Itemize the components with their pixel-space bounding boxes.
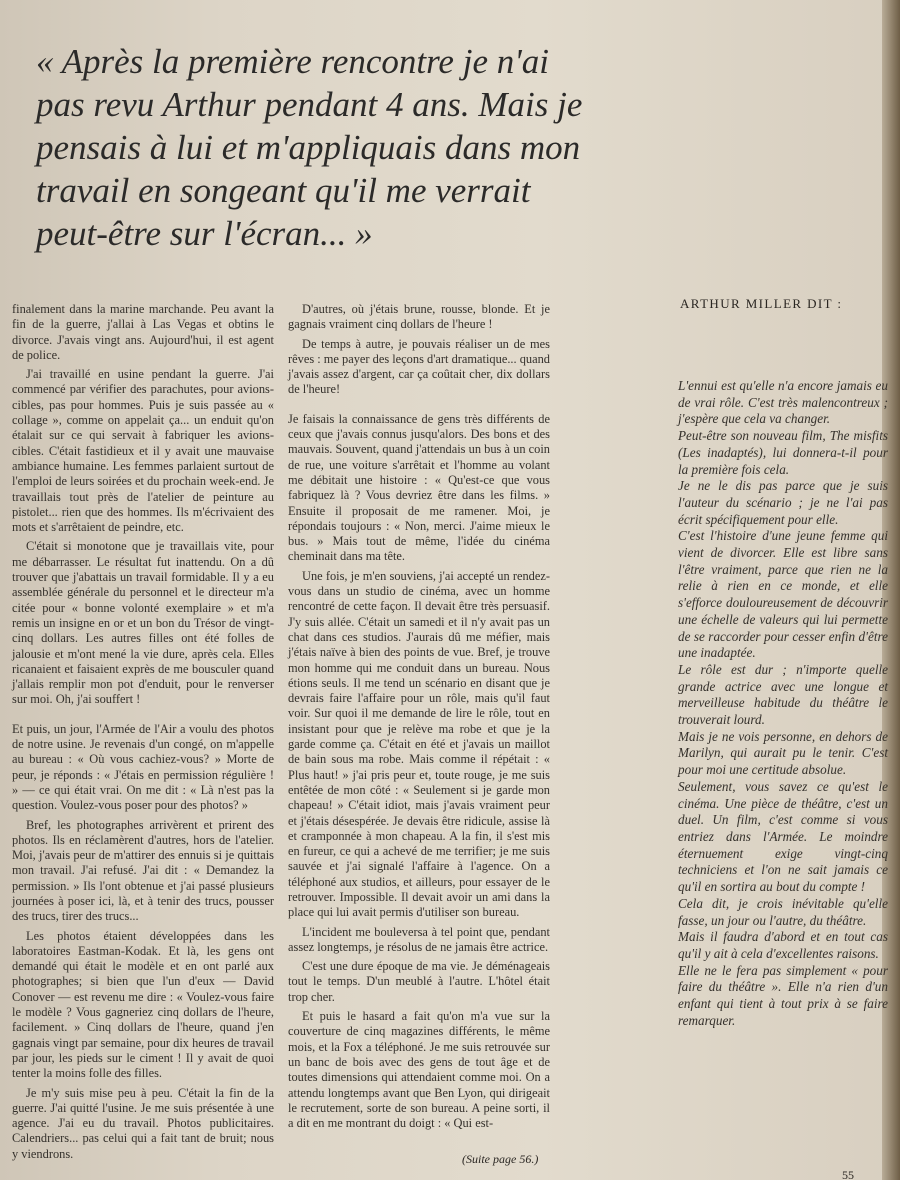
sidebar-paragraph: Peut-être son nouveau film, The misfits (Les inadaptés), lui donnera-t-il pour la première fois cela. [678,428,888,477]
sidebar-paragraph: Cela dit, je crois inévitable qu'elle fasse, un jour ou l'autre, du théâtre. [678,895,888,928]
sidebar-paragraph: C'est l'histoire d'une jeune femme qui vient de divorcer. Elle est libre sans l'être vraiment, parce que rien ne la relie à rien en ce monde, et elle s'efforce douloureusement de découvrir une échelle de valeurs qui lui permette de se raccorder pour cesser enfin d'être une inadaptée. [678,528,888,661]
article-column-1 [12,302,274,1166]
sidebar-paragraph: L'ennui est qu'elle n'a encore jamais eu de vrai rôle. C'est très malencontreux ; j'espère que cela va changer. [678,378,888,427]
paragraph: De temps à autre, je pouvais réaliser un de mes rêves : me payer des leçons d'art dramatique... quand j'avais assez d'argent, car ça coûtait cher, dix dollars de l'heure! [288,336,550,397]
paragraph: Je m'y suis mise peu à peu. C'était la fin de la guerre. J'ai quitté l'usine. Je me suis présentée à une agence. J'ai eu du travail. Photos publicitaires. Calendriers... pas celui qui a fait tant de bruit; nous y viendrons. [12,1085,274,1161]
sidebar-paragraph: Mais je ne vois personne, en dehors de Marilyn, qui aurait pu le tenir. C'est pour moi une certitude absolue. [678,728,888,778]
continued-reference: (Suite page 56.) [462,1152,539,1166]
sidebar-paragraph: Mais il faudra d'abord et en tout cas qu'il y ait à cela d'excellentes raisons. [678,929,888,961]
paragraph: D'autres, où j'étais brune, rousse, blonde. Et je gagnais vraiment cinq dollars de l'heure ! [288,302,550,332]
paragraph: Bref, les photographes arrivèrent et prirent des photos. Ils en réclamèrent d'autres, hors de l'atelier. Moi, j'avais peur de m'attirer des ennuis si je quittais mon travail. J'ai refusé. J'ai dit : « Demandez la permission. » Ils l'ont obtenue et j'ai passé plusieurs journées à poser ici, là, et à tenir des trucs, pousser des trucs, tirer des trucs... [12,817,274,924]
page-number: 55 [842,1168,854,1180]
sidebar-paragraph: Elle ne le fera pas simplement « pour faire du théâtre ». Elle n'a rien d'un enfant qui tient à tout prix à se faire remarquer. [678,962,888,1028]
sidebar-heading: ARTHUR MILLER DIT : [680,296,843,311]
sidebar-column [678,378,888,1029]
sidebar-paragraph: Seulement, vous savez ce qu'est le cinéma. Une pièce de théâtre, c'est un duel. Un film, c'est comme si vous entriez dans l'Armée. Le moindre éternuement exige vingt-cinq techniciens et l'on ne sait jamais ce qu'il en sortira au bout du compte ! [678,778,888,895]
paragraph: J'ai travaillé en usine pendant la guerre. J'ai commencé par vérifier des parachutes, pour avions-cibles, pas pour hommes. Puis je suis passée au « collage », comme on appelait ça... un enduit qu'on étalait sur ce qui servait à fabriquer les avions-cibles. C'était fastidieux et il y avait une mauvaise ambiance humaine. Les femmes parlaient surtout de l'emploi de leurs soirées et du prochain week-end. Je travaillais tout près de l'atelier de peinture au pistolet... rien que des hommes. Ils m'écrivaient des mots et s'arrêtaient de peindre, etc. [12,367,274,535]
paragraph: Les photos étaient développées dans les laboratoires Eastman-Kodak. Et là, les gens ont demandé qui était le modèle et en ont parlé aux photographes; si bien que l'un d'eux — David Conover — est revenu me dire : « Voulez-vous faire le modèle ? Vous gagneriez cinq dollars de l'heure, facilement. » Cinq dollars de l'heure, quand j'en gagnais vingt par semaine, pour dix heures de travail par jour, les pieds sur le ciment ! Il y avait de quoi tenter la moins folle des filles. [12,928,274,1081]
paragraph: finalement dans la marine marchande. Peu avant la fin de la guerre, j'allai à Las Vegas et obtins le divorce. J'avais vingt ans. Aujourd'hui, il est agent de police. [12,302,274,362]
paragraph: Et puis, un jour, l'Armée de l'Air a voulu des photos de notre usine. Je revenais d'un congé, on m'appelle au bureau : « Où vous cachiez-vous? » Morte de peur, je réponds : « J'étais en permission régulière ! » — ce qui était vrai. On me dit : « Là n'est pas la question. Voulez-vous poser pour des photos? » [12,721,274,813]
paragraph: Une fois, je m'en souviens, j'ai accepté un rendez-vous dans un studio de cinéma, avec un homme rencontré de cette façon. Il devait être très persuasif. J'y suis allée. C'était un samedi et il n'y avait pas un chat dans ces studios. J'aurais dû me méfier, mais j'étais naïve à bien des points de vue. Bref, je trouve mon homme qui me conduit dans un bureau. Nous étions seuls. Il me tend un scénario en disant que je devrais faire l'affaire pour un rôle, mais qu'il faut voir. Sur quoi il me demande de lire le rôle, tout en insistant pour que je relève ma robe et que je la garde comme ça. C'était en été et j'avais un maillot de bain sous ma robe. Mais comme il répétait : « Plus haut! » j'ai pris peur et, toute rouge, je me suis entêtée de mon côté : « Seulement si je garde mon chapeau! » C'était idiot, mais j'avais vraiment peur et j'étais désespérée. Je devais être ridicule, assise là et cramponnée à mon chapeau. A la fin, il s'est mis en fureur, ce qui a achevé de me terrifier; je me suis sauvée et j'ai signalé l'affaire à l'agence. On a téléphoné aux studios, et ailleurs, pour essayer de le retrouver. Impossible. Il devait avoir un ami dans la place qui lui avait permis d'utiliser son bureau. [288,568,550,920]
pull-quote-headline: « Après la première rencontre je n'ai pas revu Arthur pendant 4 ans. Mais je pensais à lui et m'appliquais dans mon travail en songeant qu'il me verrait peut-être sur l'écran... » [36,42,583,253]
sidebar-paragraph: Le rôle est dur ; n'importe quelle grande actrice avec une longue et merveilleuse habitude du théâtre le trouverait lourd. [678,661,888,728]
paragraph: Et puis le hasard a fait qu'on m'a vue sur la couverture de cinq magazines différents, le même mois, et la Fox a téléphoné. Je me suis retrouvée sur un banc de bois avec des gens de tout âge et de toutes dimensions qui attendaient comme moi. On a attendu longtemps avant que Ben Lyon, qui dirigeait le recrutement, sorte de son bureau. A peine sorti, il a dit en me montrant du doigt : « Qui est- [288,1009,550,1131]
paragraph: Je faisais la connaissance de gens très différents de ceux que j'avais connus jusqu'alors. Des bons et des mauvais. Souvent, quand j'attendais un bus à un coin de rue, une voiture s'arrêtait et l'homme au volant me débitait une histoire : « Qu'est-ce que vous fabriquez là ? Vous devriez être dans les films. » Ensuite il proposait de me ramener. Moi, je répondais toujours : « Non, merci. J'aime mieux le bus. » Mais tout de même, l'idée du cinéma cheminait dans ma tête. [288,411,550,564]
paragraph: L'incident me bouleversa à tel point que, pendant assez longtemps, je résolus de ne jamais être actrice. [288,924,550,954]
paragraph: C'était si monotone que je travaillais vite, pour me débarrasser. Le résultat fut inattendu. On a dû trouver que j'abattais un travail formidable. Il y a eu assemblée générale du personnel et le directeur m'a citée pour « bonne volonté exemplaire » et m'a remis un insigne en or et un bon du Trésor de vingt-cinq dollars. Les autres filles ont été folles de jalousie et m'ont mené la vie dure, après cela. Elles ricanaient et faisaient exprès de me bousculer quand j'allais remplir mon pot d'enduit, pour le renverser sur moi. Oh, j'ai souffert ! [12,539,274,707]
article-column-2 [288,302,550,1135]
sidebar-paragraph: Je ne le dis pas parce que je suis l'auteur du scénario ; je ne l'ai pas écrit spécifiquement pour elle. [678,478,888,527]
paragraph: C'est une dure époque de ma vie. Je déménageais tout le temps. D'un meublé à l'autre. L'hôtel était trop cher. [288,959,550,1004]
